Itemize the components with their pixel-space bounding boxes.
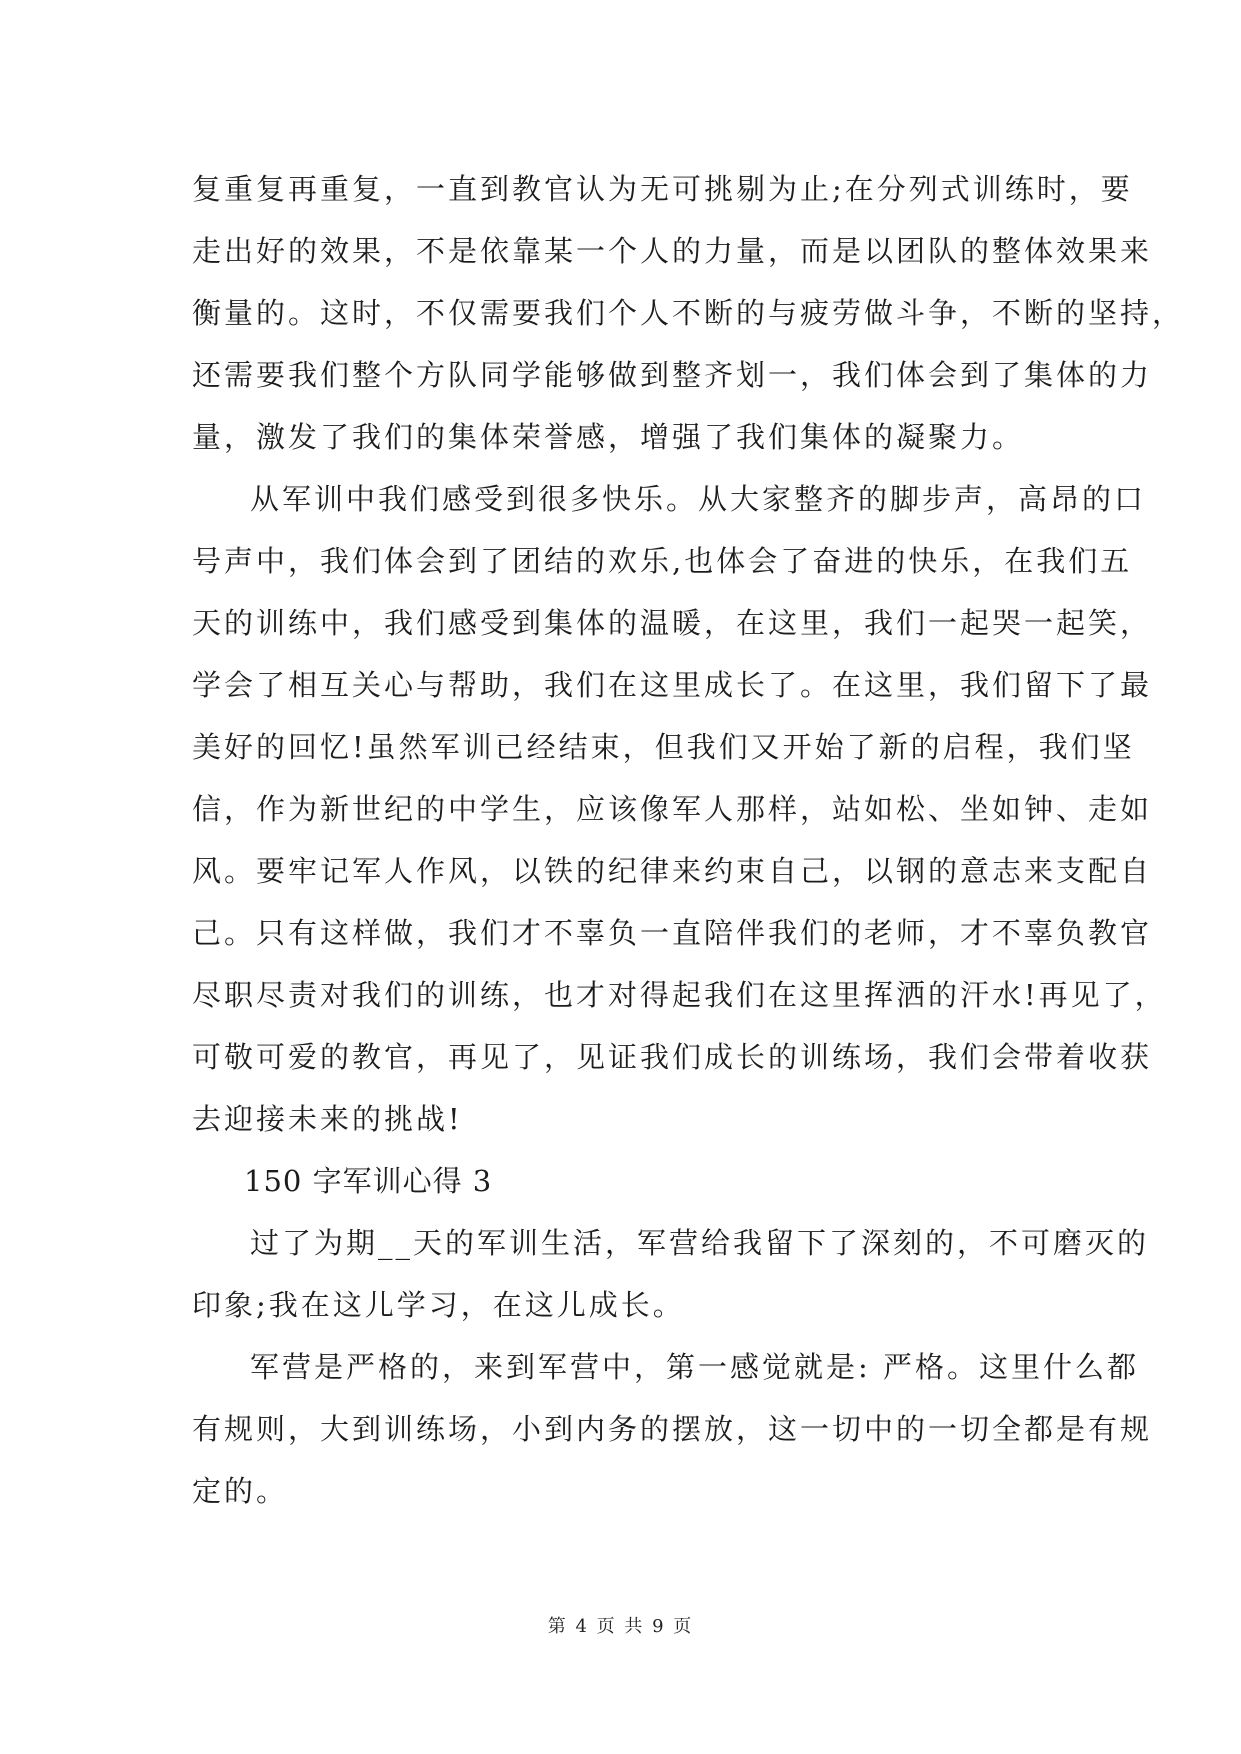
text-line: 复重复再重复，一直到教官认为无可挑剔为止;在分列式训练时，要 — [192, 172, 1133, 206]
text-line: 风。要牢记军人作风，以铁的纪律来约束自己，以钢的意志来支配自 — [192, 854, 1153, 888]
text-line: 可敬可爱的教官，再见了，见证我们成长的训练场，我们会带着收获 — [192, 1040, 1153, 1074]
text-line: 还需要我们整个方队同学能够做到整齐划一，我们体会到了集体的力 — [192, 358, 1153, 392]
text-line: 己。只有这样做，我们才不辜负一直陪伴我们的老师，才不辜负教官 — [192, 916, 1153, 950]
text-line: 量，激发了我们的集体荣誉感，增强了我们集体的凝聚力。 — [192, 420, 1025, 454]
section-heading: 150 字军训心得 3 — [244, 1164, 493, 1198]
text-line: 学会了相互关心与帮助，我们在这里成长了。在这里，我们留下了最 — [192, 668, 1153, 702]
text-line: 信，作为新世纪的中学生，应该像军人那样，站如松、坐如钟、走如 — [192, 792, 1153, 826]
text-line: 号声中，我们体会到了团结的欢乐,也体会了奋进的快乐，在我们五 — [192, 544, 1133, 578]
text-line: 去迎接未来的挑战! — [192, 1102, 463, 1136]
text-line: 定的。 — [192, 1474, 289, 1508]
text-line: 过了为期__天的军训生活，军营给我留下了深刻的，不可磨灭的 — [250, 1226, 1150, 1260]
text-line: 从军训中我们感受到很多快乐。从大家整齐的脚步声，高昂的口 — [250, 482, 1147, 516]
text-line: 印象;我在这儿学习，在这儿成长。 — [192, 1288, 685, 1322]
text-line: 衡量的。这时，不仅需要我们个人不断的与疲劳做斗争，不断的坚持， — [192, 296, 1185, 330]
page-number: 第 4 页 共 9 页 — [547, 1616, 694, 1637]
text-line: 尽职尽责对我们的训练，也才对得起我们在这里挥洒的汗水!再见了， — [192, 978, 1167, 1012]
text-line: 天的训练中，我们感受到集体的温暖，在这里，我们一起哭一起笑， — [192, 606, 1153, 640]
text-line: 军营是严格的，来到军营中，第一感觉就是: 严格。这里什么都 — [250, 1350, 1139, 1384]
text-line: 有规则，大到训练场，小到内务的摆放，这一切中的一切全都是有规 — [192, 1412, 1153, 1446]
document-body — [192, 158, 1185, 1522]
text-line: 走出好的效果，不是依靠某一个人的力量，而是以团队的整体效果来 — [192, 234, 1153, 268]
text-line: 美好的回忆!虽然军训已经结束，但我们又开始了新的启程，我们坚 — [192, 730, 1135, 764]
